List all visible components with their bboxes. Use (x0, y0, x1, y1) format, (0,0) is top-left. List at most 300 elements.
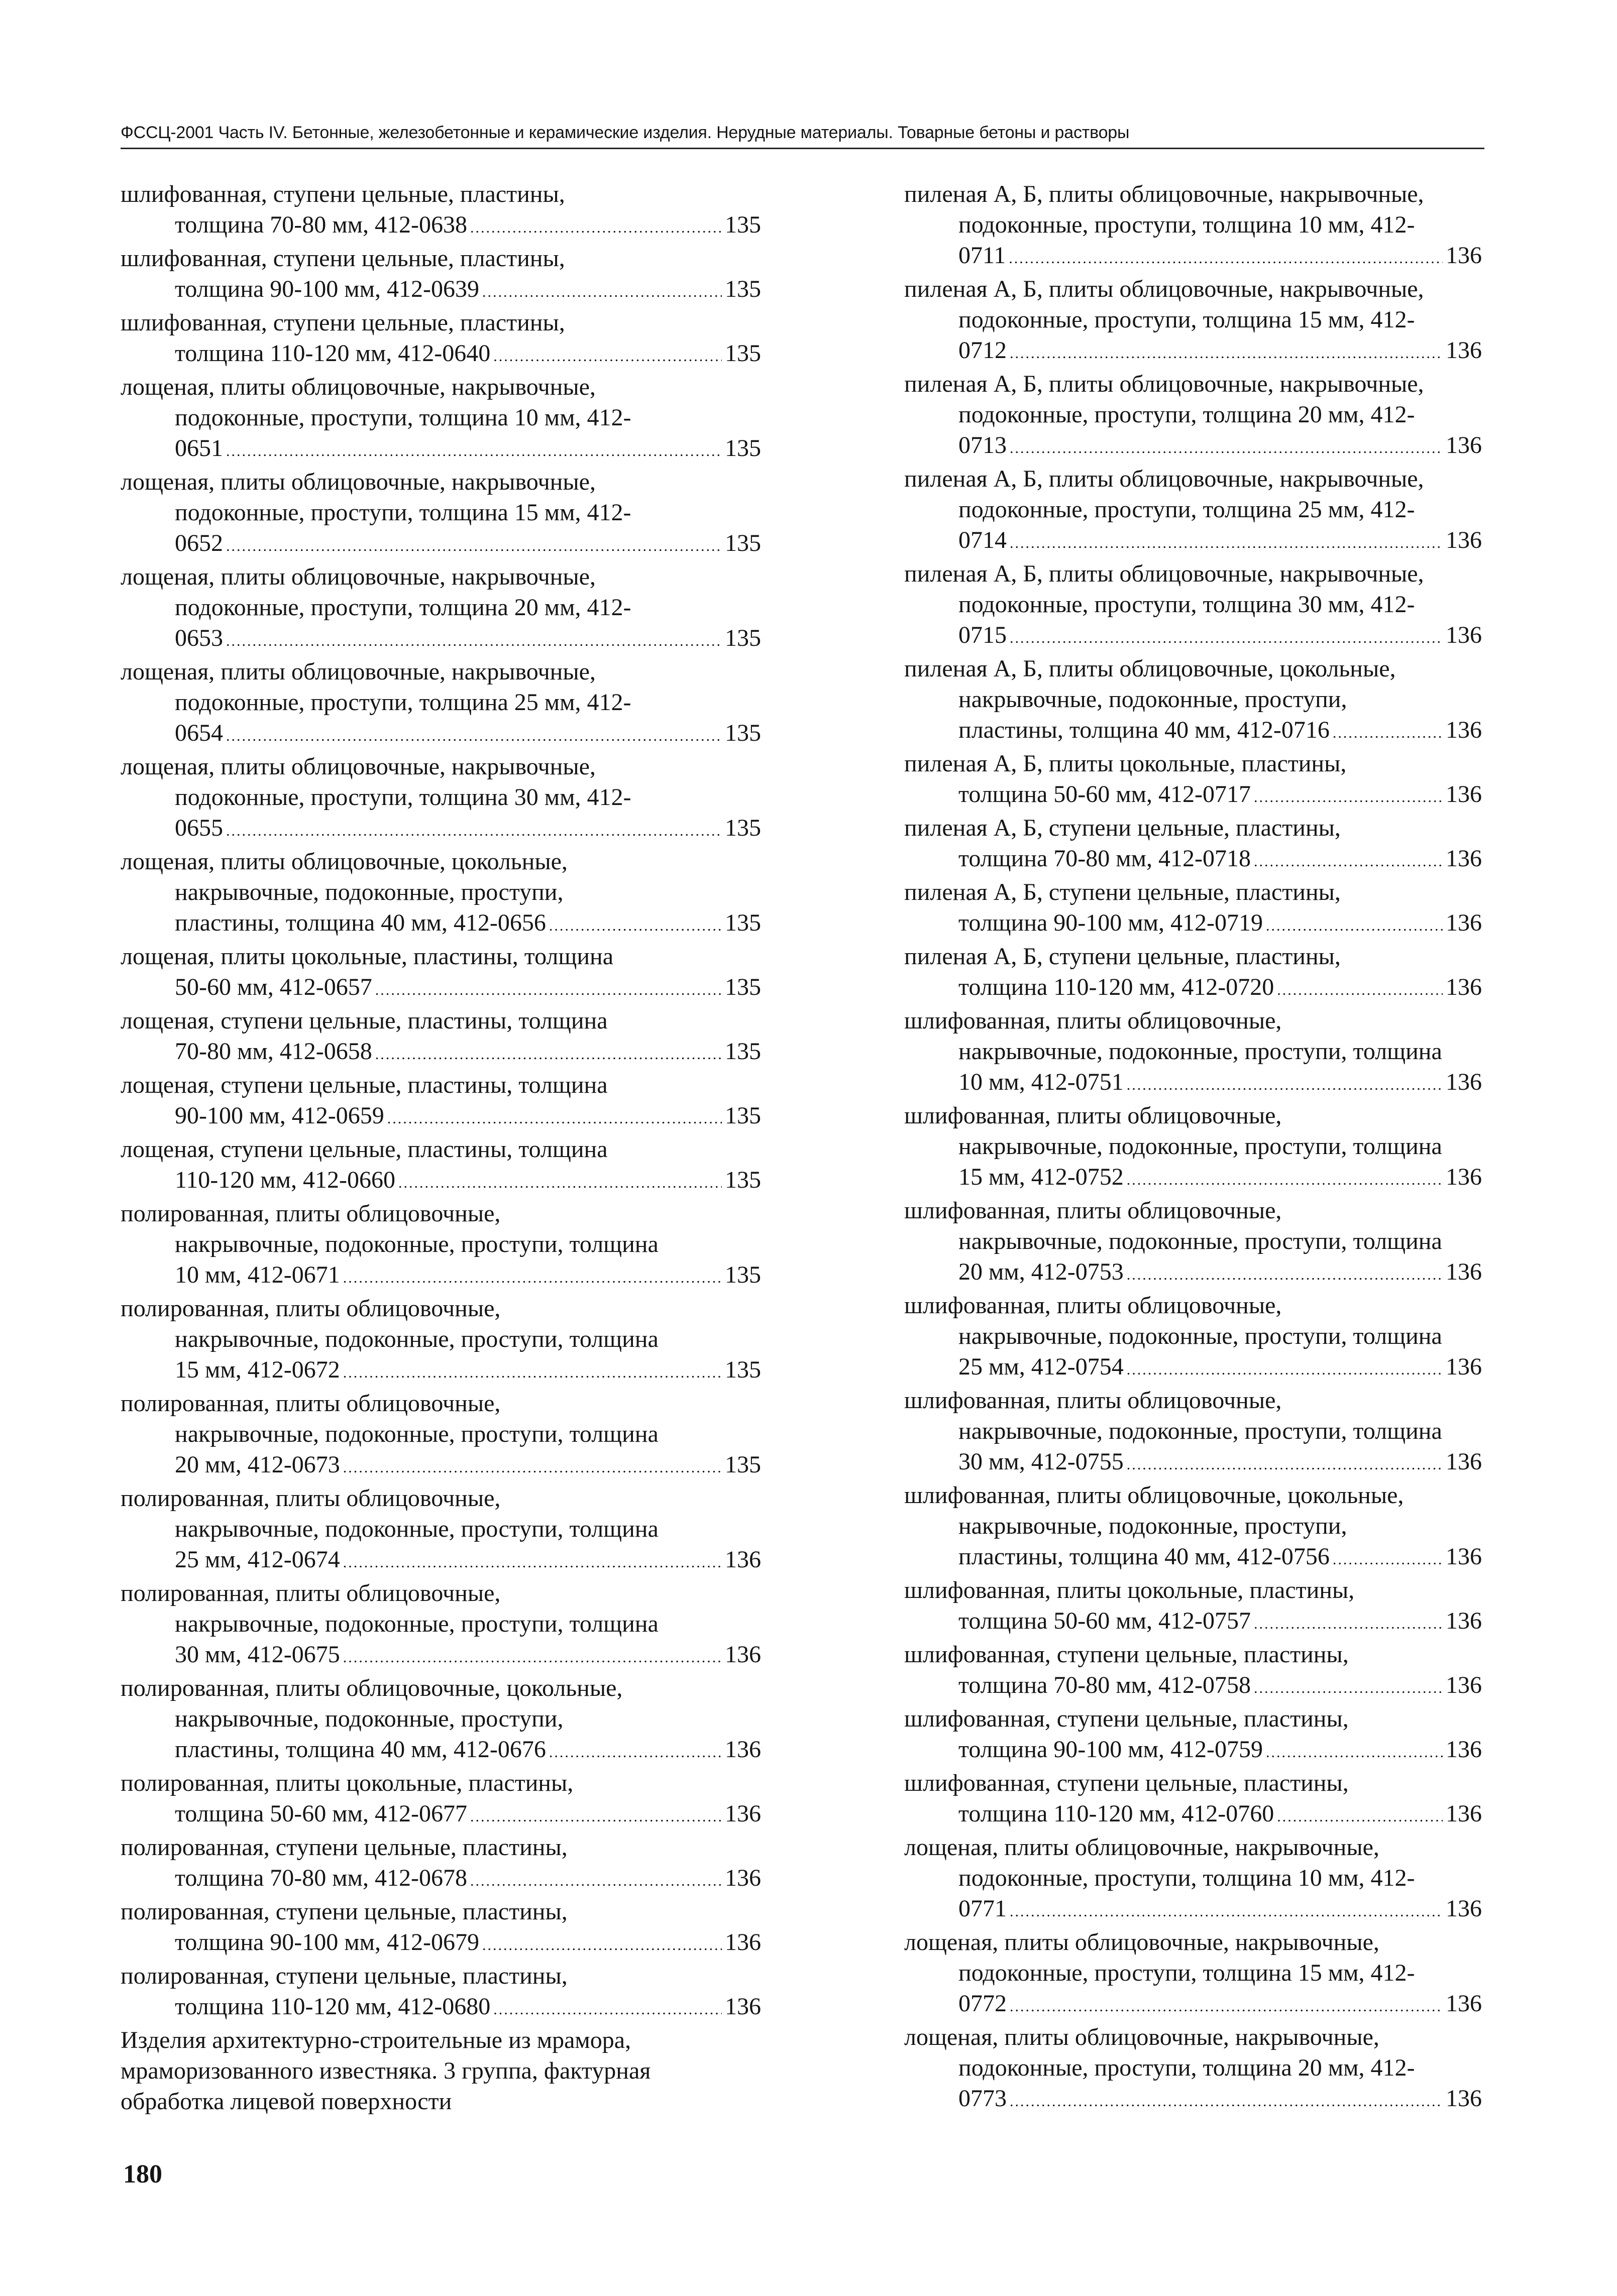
entry-page-number: 136 (725, 1641, 761, 1668)
entry-line: шлифованная, плиты облицовочные, (904, 1292, 1282, 1319)
entry-line: толщина 70-80 мм, 412-0638 (175, 211, 468, 238)
entry-page-number: 136 (725, 1929, 761, 1956)
entry-last-line (121, 1734, 761, 1768)
index-entry (121, 656, 761, 751)
entry-last-line (121, 1927, 761, 1961)
entry-line: подоконные, проступи, толщина 20 мм, 412- (175, 594, 631, 621)
dot-leader (226, 816, 722, 846)
dot-leader (470, 1866, 722, 1896)
entry-page-number: 135 (725, 435, 761, 462)
index-entry (121, 1832, 761, 1896)
entry-page-number: 136 (1446, 717, 1482, 743)
entry-page-number: 135 (725, 340, 761, 367)
entry-line: лощеная, плиты облицовочные, накрывочные, (904, 1834, 1379, 1861)
index-column-right (904, 179, 1482, 2117)
entry-last-line (121, 1165, 761, 1198)
index-entry (121, 307, 761, 372)
entry-last-line (904, 1541, 1482, 1575)
dot-leader (1254, 1673, 1443, 1703)
index-entry (904, 1385, 1482, 1480)
entry-line: 25 мм, 412-0674 (175, 1546, 340, 1573)
entry-line: пластины, толщина 40 мм, 412-0656 (175, 909, 546, 936)
entry-line: пиленая А, Б, плиты облицовочные, цокольные, (904, 655, 1396, 682)
entry-line: подоконные, проступи, толщина 15 мм, 412- (958, 306, 1415, 333)
entry-page-number: 136 (1446, 909, 1482, 936)
index-entry (121, 1578, 761, 1673)
index-entry (904, 1005, 1482, 1100)
entry-page-number: 136 (725, 1546, 761, 1573)
entry-line: подоконные, проступи, толщина 15 мм, 412- (958, 1960, 1415, 1986)
dot-leader (1127, 1449, 1443, 1480)
dot-leader (1254, 846, 1443, 877)
entry-page-number: 135 (725, 625, 761, 651)
entry-line: 0655 (175, 815, 223, 841)
entry-line: 110-120 мм, 412-0660 (175, 1167, 395, 1193)
index-entry (904, 748, 1482, 813)
entry-last-line (904, 1351, 1482, 1385)
entry-line: пиленая А, Б, плиты цокольные, пластины, (904, 750, 1347, 777)
index-entry (121, 1198, 761, 1293)
entry-last-line (904, 1446, 1482, 1480)
dot-leader (375, 975, 722, 1005)
entry-line: 0715 (958, 622, 1007, 648)
entry-page-number: 136 (1446, 1353, 1482, 1380)
entry-page-number: 136 (1446, 974, 1482, 1000)
index-entry (121, 1483, 761, 1578)
dot-leader (343, 1547, 722, 1578)
entry-line: полированная, ступени цельные, пластины, (121, 1898, 568, 1925)
entry-last-line (121, 1036, 761, 1070)
entry-line: подоконные, проступи, толщина 25 мм, 412- (958, 496, 1415, 523)
entry-last-line (904, 1605, 1482, 1639)
entry-line: шлифованная, ступени цельные, пластины, (904, 1770, 1349, 1796)
dot-leader (1010, 623, 1443, 653)
entry-line: подоконные, проступи, толщина 10 мм, 412- (958, 211, 1415, 238)
page-number: 180 (123, 2160, 162, 2189)
entry-line: 15 мм, 412-0672 (175, 1356, 340, 1383)
entry-last-line (904, 715, 1482, 748)
dot-leader (226, 531, 722, 561)
entry-page-number: 136 (1446, 1736, 1482, 1763)
index-entry (121, 1293, 761, 1388)
entry-line: лощеная, плиты облицовочные, накрывочные, (121, 658, 596, 685)
index-entry (904, 1480, 1482, 1575)
entry-last-line (904, 240, 1482, 274)
entry-last-line (121, 1798, 761, 1832)
index-entry (904, 274, 1482, 369)
entry-line: 0771 (958, 1895, 1007, 1922)
index-entry (904, 653, 1482, 748)
index-entry (121, 941, 761, 1005)
heading-line: мраморизованного известняка. 3 группа, фактурная (121, 2057, 651, 2084)
index-entry (121, 1005, 761, 1070)
dot-leader (1009, 243, 1443, 274)
entry-line: лощеная, плиты облицовочные, накрывочные, (121, 374, 596, 400)
entry-line: шлифованная, плиты цокольные, пластины, (904, 1577, 1355, 1603)
entry-line: шлифованная, плиты облицовочные, (904, 1102, 1282, 1129)
header-rule (121, 148, 1484, 149)
heading-line: Изделия архитектурно-строительные из мрамора, (121, 2027, 631, 2053)
entry-line: шлифованная, ступени цельные, пластины, (121, 309, 565, 336)
entry-line: толщина 50-60 мм, 412-0757 (958, 1608, 1251, 1634)
entry-line: 30 мм, 412-0675 (175, 1641, 340, 1668)
dot-leader (1010, 1991, 1443, 2022)
entry-page-number: 135 (725, 530, 761, 556)
entry-last-line (121, 907, 761, 941)
entry-last-line (904, 843, 1482, 877)
index-entry (121, 1961, 761, 2025)
entry-page-number: 136 (1446, 1448, 1482, 1475)
dot-leader (1333, 718, 1443, 748)
dot-leader (226, 626, 722, 656)
index-entry (904, 2022, 1482, 2117)
dot-leader (1333, 1544, 1443, 1575)
dot-leader (1127, 1354, 1443, 1385)
index-entry (904, 1100, 1482, 1195)
entry-line: лощеная, ступени цельные, пластины, толщина (121, 1072, 608, 1098)
index-entry (904, 941, 1482, 1005)
entry-line: накрывочные, подоконные, проступи, толщина (958, 1038, 1442, 1065)
entry-line: накрывочные, подоконные, проступи, толщина (958, 1228, 1442, 1254)
entry-page-number: 135 (725, 815, 761, 841)
entry-line: пиленая А, Б, плиты облицовочные, накрывочные, (904, 181, 1424, 207)
entry-line: накрывочные, подоконные, проступи, (958, 686, 1347, 713)
index-entry (904, 369, 1482, 464)
index-column-left (121, 179, 761, 2117)
entry-page-number: 136 (725, 1736, 761, 1763)
dot-leader (1010, 338, 1443, 369)
entry-line: 50-60 мм, 412-0657 (175, 974, 372, 1000)
entry-line: толщина 90-100 мм, 412-0679 (175, 1929, 480, 1956)
entry-line: пиленая А, Б, ступени цельные, пластины, (904, 879, 1341, 905)
dot-leader (482, 1930, 722, 1961)
entry-page-number: 136 (1446, 2085, 1482, 2112)
entry-last-line (121, 528, 761, 561)
dot-leader (1266, 910, 1443, 941)
dot-leader (1277, 975, 1443, 1005)
entry-line: подоконные, проступи, толщина 25 мм, 412- (175, 689, 631, 716)
entry-last-line (904, 2083, 1482, 2117)
entry-line: накрывочные, подоконные, проступи, толщина (175, 1421, 659, 1447)
entry-line: лощеная, плиты облицовочные, накрывочные, (121, 753, 596, 780)
entry-line: шлифованная, ступени цельные, пластины, (904, 1705, 1349, 1732)
entry-line: 20 мм, 412-0673 (175, 1451, 340, 1478)
entry-line: накрывочные, подоконные, проступи, (958, 1513, 1347, 1539)
entry-line: пиленая А, Б, плиты облицовочные, накрывочные, (904, 371, 1424, 397)
entry-last-line (904, 1256, 1482, 1290)
entry-page-number: 136 (1446, 1990, 1482, 2017)
dot-leader (1010, 2086, 1443, 2117)
entry-last-line (121, 209, 761, 243)
entry-page-number: 136 (1446, 1672, 1482, 1698)
entry-last-line (121, 1639, 761, 1673)
index-entry (904, 1768, 1482, 1832)
dot-leader (470, 1801, 722, 1832)
entry-line: шлифованная, плиты облицовочные, цокольные, (904, 1482, 1404, 1509)
dot-leader (470, 212, 722, 243)
entry-line: лощеная, ступени цельные, пластины, толщина (121, 1136, 608, 1163)
index-entry (904, 1927, 1482, 2022)
dot-leader (343, 1357, 722, 1388)
entry-line: толщина 50-60 мм, 412-0717 (958, 781, 1251, 808)
entry-line: накрывочные, подоконные, проступи, толщина (175, 1231, 659, 1257)
index-entry (904, 1639, 1482, 1703)
entry-page-number: 136 (1446, 781, 1482, 808)
index-entry (121, 846, 761, 941)
entry-page-number: 136 (1446, 242, 1482, 269)
dot-leader (1127, 1165, 1443, 1195)
entry-last-line (904, 335, 1482, 369)
entry-line: полированная, плиты облицовочные, цокольные, (121, 1675, 623, 1701)
index-entry (121, 1673, 761, 1768)
entry-line: шлифованная, плиты облицовочные, (904, 1197, 1282, 1224)
dot-leader (1010, 1896, 1443, 1927)
entry-last-line (904, 1893, 1482, 1927)
dot-leader (1254, 782, 1443, 813)
entry-page-number: 136 (1446, 1543, 1482, 1570)
dot-leader (1127, 1259, 1443, 1290)
entry-page-number: 135 (725, 974, 761, 1000)
dot-leader (482, 277, 722, 307)
entry-last-line (904, 430, 1482, 464)
index-entry (904, 877, 1482, 941)
dot-leader (493, 341, 722, 372)
entry-line: 10 мм, 412-0751 (958, 1069, 1124, 1095)
entry-line: 30 мм, 412-0755 (958, 1448, 1124, 1475)
entry-line: подоконные, проступи, толщина 10 мм, 412- (175, 404, 631, 431)
entry-page-number: 136 (1446, 1895, 1482, 1922)
entry-last-line (904, 1067, 1482, 1100)
index-entry (904, 1832, 1482, 1927)
entry-last-line (121, 433, 761, 467)
dot-leader (549, 910, 722, 941)
entry-line: подоконные, проступи, толщина 15 мм, 412- (175, 499, 631, 526)
entry-line: толщина 110-120 мм, 412-0760 (958, 1800, 1274, 1827)
entry-last-line (121, 274, 761, 307)
entry-page-number: 135 (725, 1038, 761, 1065)
index-entry (904, 179, 1482, 274)
index-section-heading (121, 2025, 761, 2117)
entry-line: 0711 (958, 242, 1006, 269)
entry-last-line (121, 1259, 761, 1293)
entry-page-number: 136 (725, 1800, 761, 1827)
entry-line: толщина 110-120 мм, 412-0720 (958, 974, 1274, 1000)
entry-page-number: 136 (1446, 1069, 1482, 1095)
entry-page-number: 136 (1446, 1164, 1482, 1190)
index-entry (904, 1703, 1482, 1768)
entry-line: пластины, толщина 40 мм, 412-0676 (175, 1736, 546, 1763)
entry-line: 0651 (175, 435, 223, 462)
entry-line: шлифованная, плиты облицовочные, (904, 1387, 1282, 1414)
entry-line: полированная, плиты облицовочные, (121, 1580, 501, 1606)
dot-leader (226, 436, 722, 467)
index-entry (121, 372, 761, 467)
entry-line: накрывочные, подоконные, проступи, (175, 1705, 564, 1732)
dot-leader (549, 1737, 722, 1768)
entry-page-number: 135 (725, 1261, 761, 1288)
entry-page-number: 135 (725, 1451, 761, 1478)
dot-leader (226, 721, 722, 751)
entry-line: накрывочные, подоконные, проступи, толщина (175, 1611, 659, 1637)
entry-line: пиленая А, Б, плиты облицовочные, накрывочные, (904, 466, 1424, 492)
entry-last-line (121, 1354, 761, 1388)
index-entry (121, 1896, 761, 1961)
index-entry (121, 179, 761, 243)
entry-line: толщина 70-80 мм, 412-0718 (958, 845, 1251, 872)
entry-page-number: 135 (725, 1167, 761, 1193)
entry-page-number: 136 (1446, 1608, 1482, 1634)
index-entry (121, 1768, 761, 1832)
index-entry (904, 813, 1482, 877)
entry-last-line (904, 1162, 1482, 1195)
dot-leader (1010, 433, 1443, 464)
entry-line: 20 мм, 412-0753 (958, 1258, 1124, 1285)
entry-line: накрывочные, подоконные, проступи, толщина (958, 1133, 1442, 1160)
entry-line: подоконные, проступи, толщина 30 мм, 412- (175, 784, 631, 811)
entry-line: 90-100 мм, 412-0659 (175, 1102, 384, 1129)
heading-line: обработка лицевой поверхности (121, 2088, 452, 2115)
index-entry (904, 1575, 1482, 1639)
entry-page-number: 136 (725, 1865, 761, 1891)
entry-last-line (904, 525, 1482, 558)
entry-line: полированная, ступени цельные, пластины, (121, 1963, 568, 1989)
dot-leader (1277, 1801, 1443, 1832)
entry-line: полированная, плиты облицовочные, (121, 1485, 501, 1512)
entry-page-number: 135 (725, 211, 761, 238)
entry-page-number: 135 (725, 909, 761, 936)
entry-line: лощеная, плиты облицовочные, накрывочные, (904, 1929, 1379, 1956)
entry-line: лощеная, плиты облицовочные, цокольные, (121, 848, 568, 875)
entry-line: лощеная, плиты цокольные, пластины, толщина (121, 943, 614, 970)
entry-line: полированная, плиты облицовочные, (121, 1390, 501, 1417)
entry-last-line (904, 1734, 1482, 1768)
entry-line: пиленая А, Б, плиты облицовочные, накрывочные, (904, 560, 1424, 587)
entry-last-line (121, 1544, 761, 1578)
entry-page-number: 136 (1446, 1258, 1482, 1285)
index-entry (121, 1134, 761, 1198)
entry-line: подоконные, проступи, толщина 30 мм, 412- (958, 591, 1415, 618)
entry-line: 0712 (958, 337, 1007, 364)
entry-line: шлифованная, ступени цельные, пластины, (904, 1641, 1349, 1668)
entry-page-number: 136 (1446, 1800, 1482, 1827)
entry-line: полированная, ступени цельные, пластины, (121, 1834, 568, 1861)
entry-line: пиленая А, Б, ступени цельные, пластины, (904, 815, 1341, 841)
index-entry (121, 1388, 761, 1483)
entry-line: толщина 70-80 мм, 412-0678 (175, 1865, 468, 1891)
entry-last-line (121, 338, 761, 372)
entry-line: 25 мм, 412-0754 (958, 1353, 1124, 1380)
entry-line: подоконные, проступи, толщина 10 мм, 412- (958, 1865, 1415, 1891)
entry-line: шлифованная, плиты облицовочные, (904, 1007, 1282, 1034)
entry-page-number: 135 (725, 276, 761, 302)
entry-last-line (904, 1798, 1482, 1832)
entry-last-line (121, 972, 761, 1005)
entry-last-line (121, 1100, 761, 1134)
entry-line: накрывочные, подоконные, проступи, толщина (958, 1323, 1442, 1349)
entry-last-line (904, 779, 1482, 813)
entry-page-number: 135 (725, 1102, 761, 1129)
entry-line: пиленая А, Б, ступени цельные, пластины, (904, 943, 1341, 970)
entry-line: накрывочные, подоконные, проступи, толщина (175, 1326, 659, 1352)
entry-line: лощеная, плиты облицовочные, накрывочные, (904, 2024, 1379, 2050)
dot-leader (493, 1994, 722, 2025)
entry-line: 10 мм, 412-0671 (175, 1261, 340, 1288)
dot-leader (343, 1452, 722, 1483)
index-entry (904, 558, 1482, 653)
entry-line: пластины, толщина 40 мм, 412-0716 (958, 717, 1330, 743)
index-entry (121, 467, 761, 561)
entry-last-line (121, 623, 761, 656)
entry-line: 0713 (958, 432, 1007, 458)
entry-line: 0652 (175, 530, 223, 556)
entry-line: 0773 (958, 2085, 1007, 2112)
entry-page-number: 135 (725, 720, 761, 746)
index-entry (121, 243, 761, 307)
entry-line: 0654 (175, 720, 223, 746)
dot-leader (387, 1103, 722, 1134)
entry-line: лощеная, плиты облицовочные, накрывочные, (121, 563, 596, 590)
running-header: ФССЦ-2001 Часть IV. Бетонные, железобетонные и керамические изделия. Нерудные материалы. Товарные бетоны и растворы (121, 123, 1130, 142)
entry-line: пиленая А, Б, плиты облицовочные, накрывочные, (904, 276, 1424, 302)
entry-page-number: 136 (1446, 845, 1482, 872)
entry-last-line (904, 620, 1482, 653)
dot-leader (1010, 528, 1443, 558)
entry-line: 70-80 мм, 412-0658 (175, 1038, 372, 1065)
entry-last-line (904, 1988, 1482, 2022)
entry-page-number: 135 (725, 1356, 761, 1383)
dot-leader (375, 1039, 722, 1070)
entry-page-number: 136 (1446, 622, 1482, 648)
dot-leader (343, 1642, 722, 1673)
entry-line: подоконные, проступи, толщина 20 мм, 412- (958, 401, 1415, 428)
entry-line: толщина 110-120 мм, 412-0640 (175, 340, 491, 367)
entry-line: накрывочные, подоконные, проступи, толщина (175, 1516, 659, 1542)
entry-last-line (121, 1991, 761, 2025)
index-entry (904, 1290, 1482, 1385)
entry-last-line (121, 718, 761, 751)
entry-line: толщина 90-100 мм, 412-0719 (958, 909, 1263, 936)
entry-line: шлифованная, ступени цельные, пластины, (121, 245, 565, 272)
entry-line: толщина 90-100 мм, 412-0639 (175, 276, 480, 302)
index-entry (121, 751, 761, 846)
entry-page-number: 136 (1446, 432, 1482, 458)
entry-last-line (121, 1449, 761, 1483)
dot-leader (1266, 1737, 1443, 1768)
entry-line: толщина 110-120 мм, 412-0680 (175, 1993, 491, 2020)
entry-line: полированная, плиты облицовочные, (121, 1295, 501, 1322)
entry-line: 0772 (958, 1990, 1007, 2017)
entry-line: накрывочные, подоконные, проступи, толщина (958, 1418, 1442, 1444)
entry-line: накрывочные, подоконные, проступи, (175, 879, 564, 905)
entry-line: подоконные, проступи, толщина 20 мм, 412- (958, 2054, 1415, 2081)
entry-page-number: 136 (1446, 527, 1482, 553)
entry-line: 0653 (175, 625, 223, 651)
index-entry (904, 464, 1482, 558)
entry-line: лощеная, ступени цельные, пластины, толщина (121, 1007, 608, 1034)
index-entry (904, 1195, 1482, 1290)
entry-line: толщина 50-60 мм, 412-0677 (175, 1800, 468, 1827)
dot-leader (398, 1168, 722, 1198)
index-entry (121, 561, 761, 656)
entry-last-line (904, 972, 1482, 1005)
entry-line: 0714 (958, 527, 1007, 553)
entry-page-number: 136 (725, 1993, 761, 2020)
entry-last-line (904, 1670, 1482, 1703)
entry-line: полированная, плиты цокольные, пластины, (121, 1770, 574, 1796)
entry-line: пластины, толщина 40 мм, 412-0756 (958, 1543, 1330, 1570)
entry-last-line (121, 1863, 761, 1896)
entry-line: толщина 70-80 мм, 412-0758 (958, 1672, 1251, 1698)
